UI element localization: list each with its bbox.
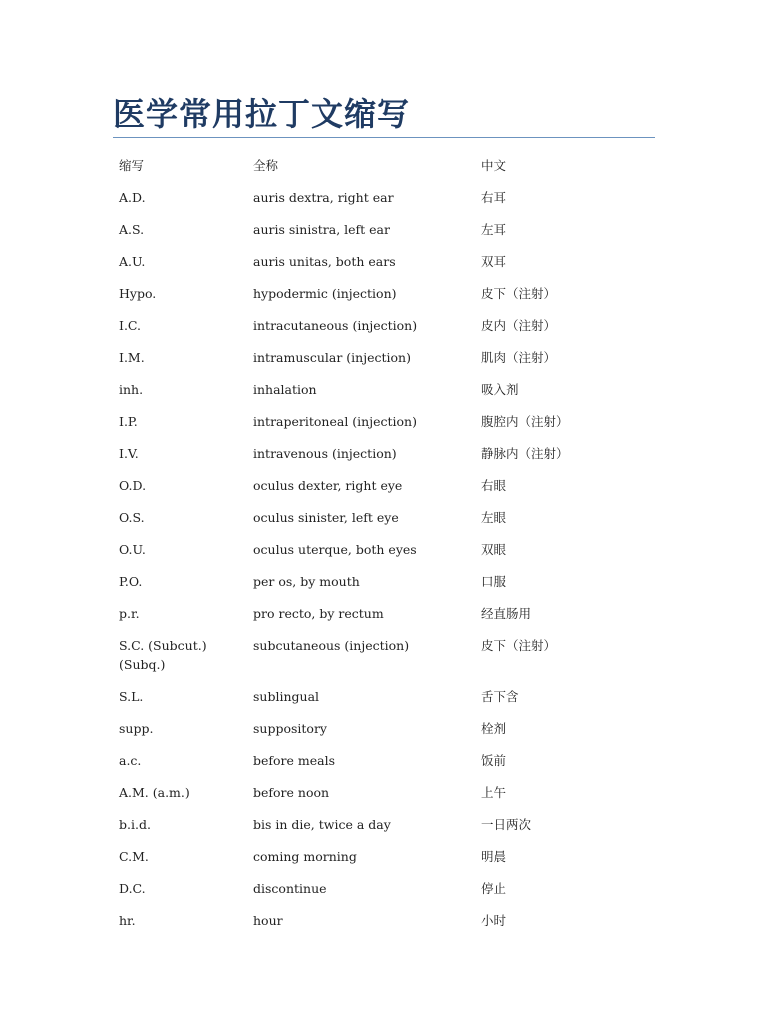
header-full-name: 全称: [253, 158, 279, 173]
cell-chinese: 栓剂: [481, 721, 507, 736]
cell-full-name: before meals: [253, 753, 336, 768]
cell-abbreviation: I.V.: [119, 446, 139, 461]
cell-chinese: 舌下含: [481, 689, 519, 704]
table-header-row: [113, 150, 655, 182]
cell-chinese: 明晨: [481, 849, 507, 864]
cell-full-name: hypodermic (injection): [253, 286, 397, 301]
table-row: [113, 470, 655, 502]
cell-abbreviation: supp.: [119, 721, 154, 736]
cell-full-name: oculus uterque, both eyes: [253, 542, 417, 557]
cell-abbreviation: I.M.: [119, 350, 145, 365]
cell-abbreviation: S.C. (Subcut.) (Subq.): [119, 638, 207, 672]
page-title: 医学常用拉丁文缩写: [113, 95, 411, 133]
table-row: [113, 342, 655, 374]
cell-full-name: intraperitoneal (injection): [253, 414, 417, 429]
cell-chinese: 腹腔内（注射）: [481, 414, 569, 429]
table-row: [113, 745, 655, 777]
cell-abbreviation: a.c.: [119, 753, 142, 768]
cell-full-name: pro recto, by rectum: [253, 606, 384, 621]
table-row: [113, 310, 655, 342]
cell-abbreviation: P.O.: [119, 574, 143, 589]
table-body: [113, 182, 655, 937]
cell-chinese: 上午: [481, 785, 507, 800]
cell-full-name: suppository: [253, 721, 327, 736]
cell-chinese: 左眼: [481, 510, 507, 525]
cell-full-name: intravenous (injection): [253, 446, 397, 461]
table-row: [113, 534, 655, 566]
cell-full-name: auris sinistra, left ear: [253, 222, 390, 237]
cell-chinese: 口服: [481, 574, 507, 589]
cell-chinese: 停止: [481, 881, 507, 896]
cell-abbreviation: C.M.: [119, 849, 149, 864]
cell-abbreviation: A.M. (a.m.): [119, 785, 190, 800]
cell-full-name: subcutaneous (injection): [253, 638, 410, 653]
table-row: [113, 374, 655, 406]
cell-full-name: sublingual: [253, 689, 320, 704]
table-row: [113, 598, 655, 630]
cell-abbreviation: O.U.: [119, 542, 146, 557]
cell-chinese: 肌肉（注射）: [481, 350, 557, 365]
cell-abbreviation: p.r.: [119, 606, 140, 621]
table-row: [113, 278, 655, 310]
cell-abbreviation: A.S.: [119, 222, 145, 237]
table-row: [113, 873, 655, 905]
cell-chinese: 经直肠用: [481, 606, 532, 621]
table-row: [113, 246, 655, 278]
cell-abbreviation: hr.: [119, 913, 136, 928]
table-row: [113, 502, 655, 534]
cell-full-name: before noon: [253, 785, 330, 800]
cell-full-name: auris unitas, both ears: [253, 254, 396, 269]
cell-abbreviation: S.L.: [119, 689, 144, 704]
table-row: [113, 905, 655, 937]
table-row: [113, 809, 655, 841]
cell-chinese: 右耳: [481, 190, 507, 205]
table-row: [113, 406, 655, 438]
header-chinese: 中文: [481, 158, 507, 173]
table-row: [113, 214, 655, 246]
cell-chinese: 双眼: [481, 542, 507, 557]
cell-abbreviation: O.D.: [119, 478, 147, 493]
cell-full-name: intramuscular (injection): [253, 350, 411, 365]
table-row: [113, 566, 655, 598]
cell-abbreviation: D.C.: [119, 881, 146, 896]
table-row: [113, 841, 655, 873]
table-row: [113, 182, 655, 214]
cell-chinese: 皮下（注射）: [481, 638, 557, 653]
cell-chinese: 吸入剂: [481, 382, 519, 397]
table-row: [113, 681, 655, 713]
abbreviation-table: [113, 150, 655, 937]
title-underline: [113, 137, 655, 138]
cell-chinese: 饭前: [481, 753, 507, 768]
cell-chinese: 皮下（注射）: [481, 286, 557, 301]
cell-abbreviation: O.S.: [119, 510, 145, 525]
cell-full-name: auris dextra, right ear: [253, 190, 394, 205]
cell-full-name: inhalation: [253, 382, 317, 397]
table-row: [113, 630, 655, 681]
cell-chinese: 静脉内（注射）: [481, 446, 569, 461]
cell-chinese: 右眼: [481, 478, 507, 493]
cell-full-name: discontinue: [253, 881, 327, 896]
table-row: [113, 777, 655, 809]
cell-full-name: intracutaneous (injection): [253, 318, 418, 333]
cell-abbreviation: A.D.: [119, 190, 146, 205]
cell-chinese: 皮内（注射）: [481, 318, 557, 333]
cell-chinese: 小时: [481, 913, 507, 928]
cell-abbreviation: I.C.: [119, 318, 142, 333]
cell-abbreviation: I.P.: [119, 414, 138, 429]
cell-full-name: bis in die, twice a day: [253, 817, 391, 832]
cell-abbreviation: A.U.: [119, 254, 146, 269]
cell-full-name: coming morning: [253, 849, 357, 864]
cell-full-name: oculus sinister, left eye: [253, 510, 399, 525]
cell-abbreviation: b.i.d.: [119, 817, 151, 832]
cell-chinese: 左耳: [481, 222, 507, 237]
cell-full-name: hour: [253, 913, 283, 928]
cell-chinese: 双耳: [481, 254, 507, 269]
cell-full-name: oculus dexter, right eye: [253, 478, 403, 493]
header-abbreviation: 缩写: [119, 158, 145, 173]
cell-full-name: per os, by mouth: [253, 574, 360, 589]
table-row: [113, 438, 655, 470]
cell-chinese: 一日两次: [481, 817, 532, 832]
cell-abbreviation: Hypo.: [119, 286, 157, 301]
table-row: [113, 713, 655, 745]
cell-abbreviation: inh.: [119, 382, 144, 397]
